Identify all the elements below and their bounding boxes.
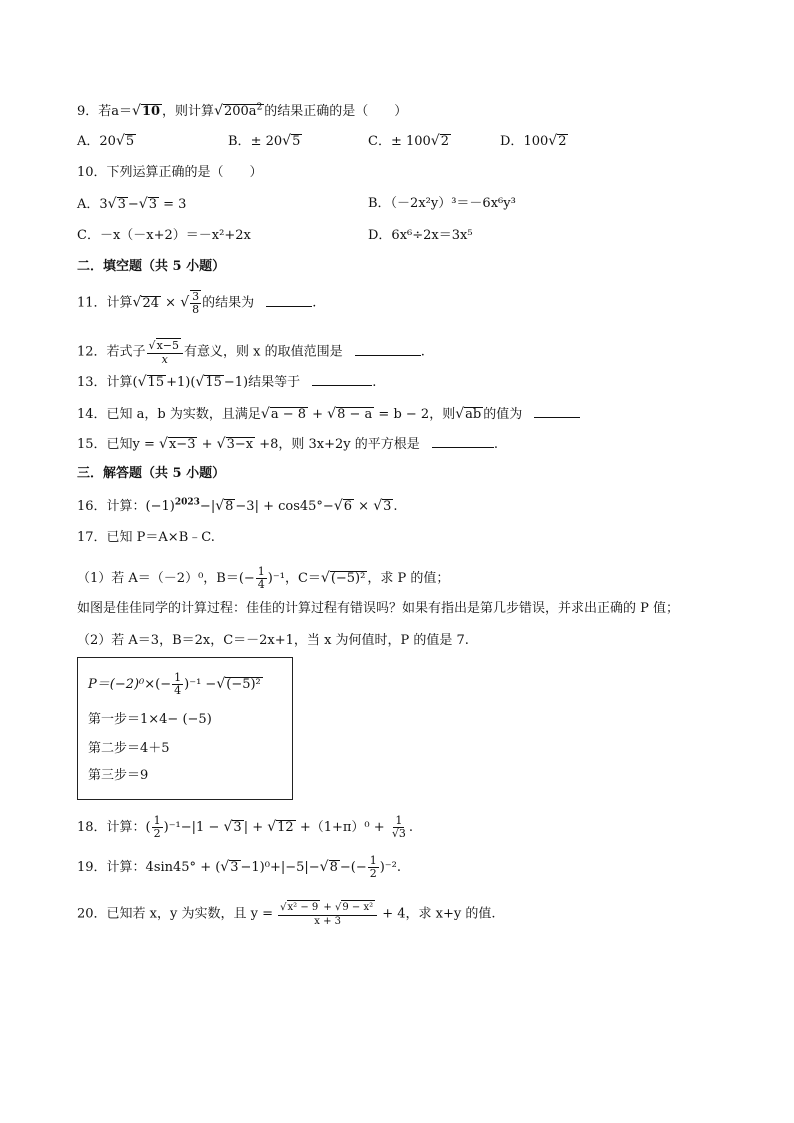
answer-blank[interactable]: [355, 343, 421, 356]
answer-blank[interactable]: [534, 405, 580, 418]
calculation-box: [77, 657, 293, 800]
q10-option-a: A．3√3 −√3 = 3: [77, 196, 187, 212]
q9-option-a: A．20√5: [77, 133, 135, 149]
question-10: 10．下列运算正确的是（ ）: [77, 165, 263, 180]
q9-option-b: B．± 20√5: [228, 133, 301, 149]
question-17-part-1: （1）若 A＝（－2）⁰，B＝(− $\frac{1}{4}$ )⁻¹，C＝√(−5)² ，求 P 的值；: [77, 565, 450, 591]
section-fill-blank-heading: 二．填空题（共 5 小题）: [77, 259, 226, 274]
question-17: 17．已知 P＝A×B﹣C.: [77, 530, 215, 545]
answer-blank[interactable]: [266, 294, 312, 307]
question-16: 16．计算：$(-1)^{2023}-|√8 -3| + \cos 45^\circ-√6 \times √3$ .: [77, 497, 398, 514]
question-11: 11．计算√24 × √ $\frac{3}{8}$ 的结果为 .: [77, 290, 317, 316]
calc-line-4: 第三步＝9: [88, 768, 149, 783]
question-15: 15．已知y = √x−3 + √3−x +8，则 3x+2y 的平方根是 .: [77, 436, 499, 452]
question-19: 19．计算：4sin45° + (√3 −1)⁰+|−5|−√8 −(− $\frac{1}{2}$ )⁻².: [77, 854, 401, 880]
question-14: 14．已知 a，b 为实数，且满足√a − 8 + √8 − a = b − 2，则√ab 的值为: [77, 404, 580, 425]
question-13: 13．计算(√15 +1)(√15 −1)结果等于 .: [77, 374, 377, 390]
calc-line-1: P＝(−2)⁰×(− $\frac{1}{4}$ )⁻¹ −√(−5)²: [88, 671, 261, 697]
question-9: 9．若a＝√10 ，则计算$√200a^2$ 的结果正确的是（ ）: [77, 102, 408, 119]
question-17-note: 如图是佳佳同学的计算过程：佳佳的计算过程有错误吗？如果有指出是第几步错误，并求出正确的 P 值；: [77, 601, 680, 616]
q9-option-d: D．100√2: [500, 133, 567, 149]
q10-option-c: C．－x（－x+2）＝－x²+2x: [77, 228, 251, 243]
q9-option-c: C．± 100√2: [368, 133, 449, 149]
question-17-part-2: （2）若 A＝3，B＝2x，C＝－2x+1，当 x 为何值时，P 的值是 7.: [77, 633, 469, 648]
question-12: 12．若式子 $\frac{√x-5}{x}$ 有意义，则 x 的取值范围是 .: [77, 339, 425, 366]
calc-line-2: 第一步＝1×4− (−5): [88, 712, 212, 727]
q10-option-b: B．（－2x²y）³＝－6x⁶y³: [368, 196, 516, 211]
answer-blank[interactable]: [312, 373, 372, 386]
answer-blank[interactable]: [432, 435, 494, 448]
q10-option-d: D．6x⁶÷2x＝3x⁵: [368, 228, 473, 243]
question-20: 20．已知若 x，y 为实数，且 y = $\frac{\text{√x² − 9 + √9 − x²}}{x + 3}$ + 4，求 x+y 的值.: [77, 902, 496, 927]
calc-line-3: 第二步＝4＋5: [88, 741, 170, 756]
question-18: 18．计算：( $\frac{1}{2}$ )⁻¹−|1 − √3 | + √12 +（1+π）⁰ + $\frac{1}{√3}$ .: [77, 814, 413, 840]
section-solution-heading: 三．解答题（共 5 小题）: [77, 466, 226, 481]
